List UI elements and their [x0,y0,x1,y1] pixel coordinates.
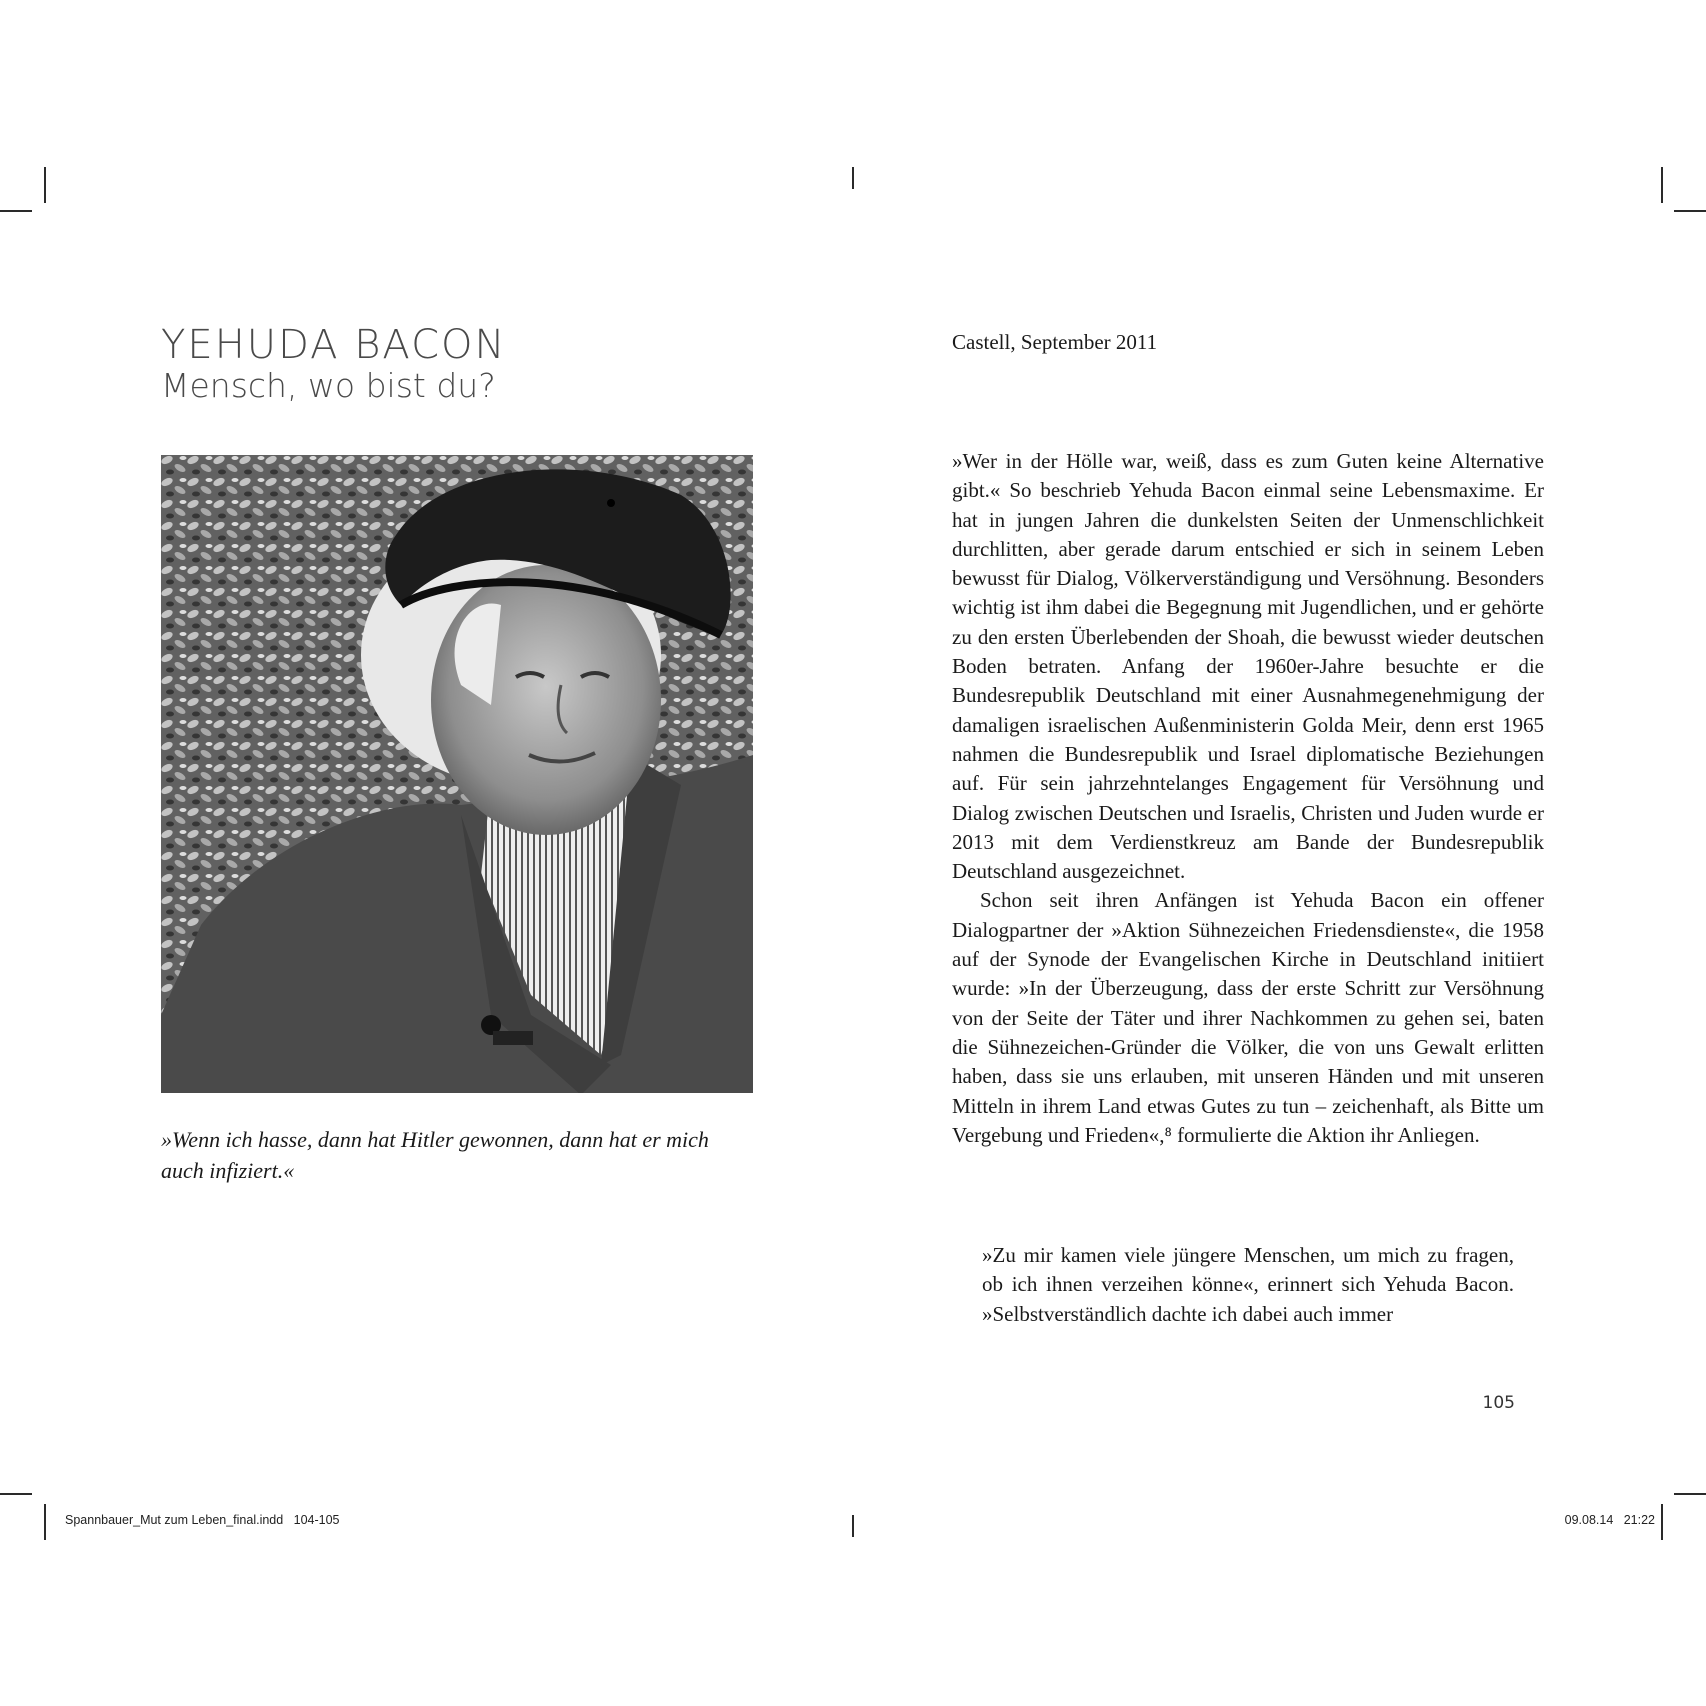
body-text [952,447,1544,1150]
photo-caption: »Wenn ich hasse, dann hat Hitler gewonnen, dann hat er mich auch infiziert.« [161,1127,709,1183]
crop-mark [44,1504,46,1540]
crop-mark [1674,210,1706,212]
crop-mark [0,1493,32,1495]
crop-mark [1661,1504,1663,1540]
body-paragraph: »Wer in der Hölle war, weiß, dass es zum Guten keine Alternative gibt.« So beschrieb Yehuda Bacon einmal seine Lebensmaxime. Er hat in jungen Jahren die dunkelsten Seiten der Unmenschlichkeit durchlitten, aber gerade darum entschied er sich in seinem Leben bewusst für Dialog, Völkerverständigung und Versöhnung. Besonders wichtig ist ihm dabei die Begegnung mit Jugendlichen, und er gehörte zu den ersten Überlebenden der Shoah, die bewusst wieder deutschen Boden betraten. Anfang der 1960er-Jahre besuchte er die Bundesrepublik Deutschland mit einer Ausnahmegenehmigung der damaligen israelischen Außenministerin Golda Meir, denn erst 1965 nahmen die Bundesrepublik und Israel diplomatische Beziehungen auf. Für sein jahrzehntelanges Engagement für Versöhnung und Dialog zwischen Deutschen und Israelis, Christen und Juden wurde er 2013 mit dem Verdienstkreuz am Bande der Bundesrepublik Deutschland ausgezeichnet. [952,449,1544,884]
chapter-heading [161,322,506,404]
crop-mark [44,167,46,203]
page-number: 105 [1482,1393,1515,1413]
chapter-subtitle: Mensch, wo bist du? [161,366,496,405]
crop-mark [852,167,854,189]
indented-quote: »Zu mir kamen viele jüngere Menschen, um mich zu fragen, ob ich ihnen verzeihen könne«, erinnert sich Yehuda Bacon. »Selbstverständlich dachte ich dabei auch immer [982,1243,1514,1326]
chapter-title: YEHUDA BACON [161,322,507,368]
crop-mark [852,1515,854,1537]
crop-mark [0,210,32,212]
slug-timestamp: 09.08.14 21:22 [1564,1513,1655,1527]
dateline: Castell, September 2011 [952,330,1158,354]
crop-mark [1661,167,1663,203]
portrait-photo [161,455,753,1093]
crop-mark [1674,1493,1706,1495]
slug-filename: Spannbauer_Mut zum Leben_final.indd 104-105 [65,1513,340,1527]
body-paragraph: Schon seit ihren Anfängen ist Yehuda Bacon ein offener Dialogpartner der »Aktion Sühnezeichen Friedensdienste«, die 1958 auf der Synode der Evangelischen Kirche in Deutschland initiiert wurde: »In der Überzeugung, dass der erste Schritt zur Versöhnung von der Seite der Täter und ihrer Nachkommen zu gehen sei, baten die Sühnezeichen-Gründer die Völker, die von uns Gewalt erlitten haben, dass sie uns erlauben, mit unseren Händen und mit unseren Mitteln in ihrem Land etwas Gutes zu tun – zeichenhaft, als Bitte um Vergebung und Frieden«,⁸ formulierte die Aktion ihr Anliegen. [952,888,1544,1147]
